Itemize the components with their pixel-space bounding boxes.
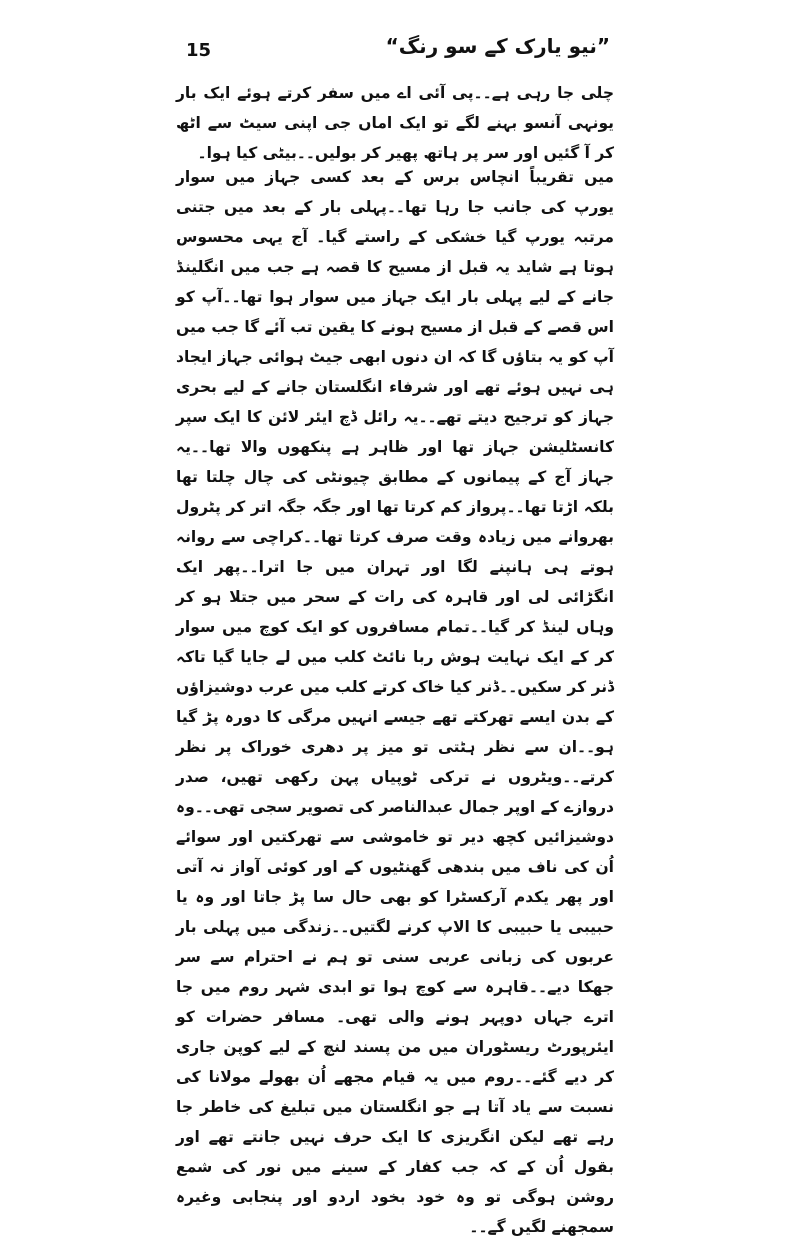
- page-number: 15: [186, 40, 212, 61]
- running-header: ”نیو یارک کے سو رنگ“: [385, 34, 610, 58]
- paragraph-2: [176, 162, 614, 1242]
- paragraph-text: میں تقریباً انچاس برس کے بعد کسی جہاز میں سوار یورپ کی جانب جا رہا تھا۔۔پہلی بار کے بعد میں جتنی مرتبہ یورپ گیا خشکی کے راستے گیا۔ آج یہی محسوس ہوتا ہے شاید یہ قبل از مسیح کا قصہ ہے جب میں انگلینڈ جانے کے لیے پہلی بار ایک جہاز میں سوار ہوا تھا۔۔آپ کو اس قصے کے قبل از مسیح ہونے کا یقین تب آئے گا جب میں آپ کو یہ بتاؤں گا کہ ان دنوں ابھی جیٹ ہوائی جہاز ایجاد ہی نہیں ہوئے تھے اور شرفاء انگلستان جانے کے لیے بحری جہاز کو ترجیح دیتے تھے۔۔یہ رائل ڈچ ایئر لائن کا ایک سپر کانسٹلیشن جہاز تھا اور ظاہر ہے پنکھوں والا تھا۔۔یہ جہاز آج کے پیمانوں کے مطابق چیونٹی کی چال چلتا تھا بلکہ اڑتا تھا۔۔پرواز کم کرتا تھا اور جگہ جگہ اتر کر پٹرول بھروانے میں زیادہ وقت صرف کرتا تھا۔۔کراچی سے روانہ ہوتے ہی ہانپنے لگا اور تہران میں جا اترا۔۔پھر ایک انگڑائی لی اور قاہرہ کی رات کے سحر میں جتلا ہو کر وہاں لینڈ کر گیا۔۔تمام مسافروں کو ایک کوچ میں سوار کر کے ایک نہایت ہوش ربا نائٹ کلب میں لے جایا گیا تاکہ ڈنر کر سکیں۔۔ڈنر کیا خاک کرتے کلب میں عرب دوشیزاؤں کے بدن ایسے تھرکتے تھے جیسے انہیں مرگی کا دورہ پڑ گیا ہو۔۔ان سے نظر ہٹتی تو میز پر دھری خوراک پر نظر کرتے۔۔ویٹروں نے ترکی ٹوپیاں پہن رکھی تھیں، صدر دروازے کے اوپر جمال عبدالناصر کی تصویر سجی تھی۔۔وہ دوشیزائیں کچھ دیر تو خاموشی سے تھرکتیں اور سوائے اُن کی ناف میں بندھی گھنٹیوں کے اور کوئی آواز نہ آتی اور پھر یکدم آرکسٹرا کو بھی حال سا پڑ جاتا اور وہ یا حبیبی یا حبیبی کا الاپ کرنے لگتیں۔۔زندگی میں پہلی بار عربوں کی زبانی عربی سنی تو ہم نے احترام سے سر جھکا دیے۔۔قاہرہ سے کوچ ہوا تو ابدی شہر روم میں جا اترے جہاں دوپہر ہونے والی تھی۔ مسافر حضرات کو ایئرپورٹ ریسٹوران میں من پسند لنچ کے لیے کوپن جاری کر دیے گئے۔۔روم میں یہ قیام مجھے اُن بھولے مولانا کی نسبت سے یاد آتا ہے جو انگلستان میں تبلیغ کی خاطر جا رہے تھے لیکن انگریزی کا ایک حرف نہیں جانتے تھے اور بقول اُن کے کہ جب کفار کے سینے میں نور کی شمع روشن ہوگی تو وہ خود بخود اردو اور پنجابی وغیرہ سمجھنے لگیں گے۔۔: [176, 168, 614, 1236]
- paragraph-1: [176, 78, 614, 168]
- paragraph-text: چلی جا رہی ہے۔۔پی آئی اے میں سفر کرتے ہوئے ایک بار یونہی آنسو بہنے لگے تو ایک اماں جی اپنی سیٹ سے اٹھ کر آ گئیں اور سر پر ہاتھ پھیر کر بولیں۔۔بیٹی کیا ہوا۔: [176, 84, 614, 162]
